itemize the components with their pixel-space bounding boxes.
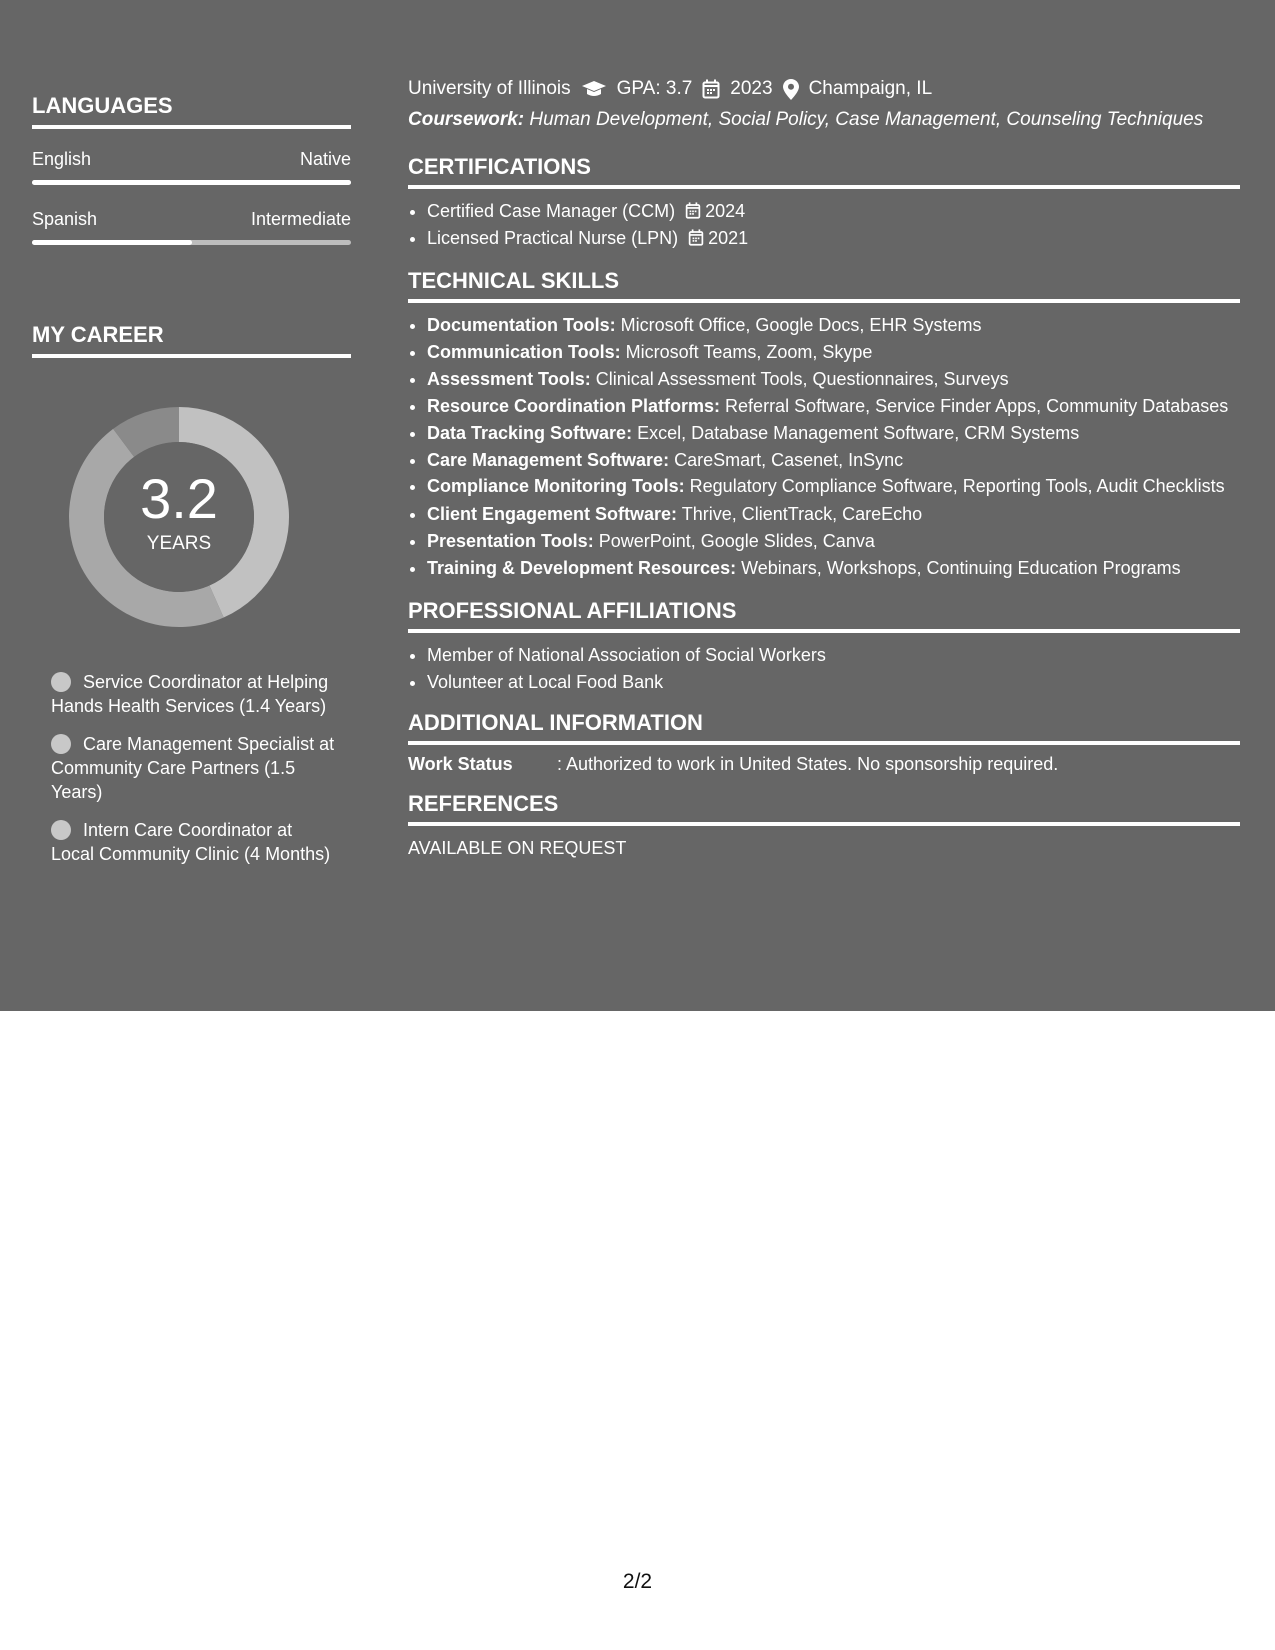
skill-label: Communication Tools:	[427, 342, 621, 362]
skill-value: Thrive, ClientTrack, CareEcho	[677, 504, 923, 524]
skill-value: CareSmart, Casenet, InSync	[669, 450, 904, 470]
technical-skills-list	[408, 312, 1240, 582]
career-donut-center	[64, 402, 294, 632]
skill-item	[427, 366, 1240, 393]
additional-info-section	[408, 710, 1240, 775]
certification-year: 2021	[708, 228, 749, 248]
career-role-text: Intern Care Coordinator at Local Community Clinic (4 Months)	[51, 820, 331, 864]
education-location: Champaign, IL	[808, 78, 933, 99]
location-pin-icon	[783, 79, 799, 100]
skill-item	[427, 393, 1240, 420]
references-text: AVAILABLE ON REQUEST	[408, 838, 627, 858]
education-gpa: GPA: 3.7	[616, 78, 693, 99]
work-status-label: Work Status	[408, 754, 513, 774]
certification-year: 2024	[705, 201, 746, 221]
career-title: MY CAREER	[32, 322, 351, 358]
language-name: Spanish	[32, 209, 98, 229]
certifications-section	[408, 154, 1240, 252]
skill-item	[427, 339, 1240, 366]
skill-label: Training & Development Resources:	[427, 558, 737, 578]
affiliations-list	[408, 642, 1240, 696]
language-level: Intermediate	[250, 209, 351, 229]
career-role-item	[51, 670, 336, 718]
bullet-dot-icon	[51, 734, 71, 754]
skill-value: Webinars, Workshops, Continuing Education Programs	[736, 558, 1181, 578]
education-line	[408, 78, 1240, 100]
skill-label: Documentation Tools:	[427, 315, 616, 335]
skill-value: Excel, Database Management Software, CRM Systems	[632, 423, 1080, 443]
skill-label: Client Engagement Software:	[427, 504, 678, 524]
calendar-icon	[688, 229, 704, 246]
references-section	[408, 791, 1240, 859]
skill-item	[427, 501, 1240, 528]
education-coursework	[408, 108, 1240, 132]
bullet-dot-icon	[51, 672, 71, 692]
skill-item	[427, 312, 1240, 339]
certification-name: Licensed Practical Nurse (LPN)	[427, 228, 679, 248]
bullet-dot-icon	[51, 820, 71, 840]
language-level-bar	[32, 180, 351, 185]
skill-item	[427, 420, 1240, 447]
education-year: 2023	[730, 78, 773, 99]
calendar-icon	[702, 79, 720, 99]
career-total-unit: YEARS	[146, 533, 212, 554]
skill-label: Presentation Tools:	[427, 531, 594, 551]
education-school: University of Illinois	[408, 78, 571, 99]
affiliation-item: • Member of National Association of Social Workers	[427, 642, 1240, 669]
technical-skills-title: TECHNICAL SKILLS	[408, 268, 1240, 303]
skill-label: Resource Coordination Platforms:	[427, 396, 721, 416]
calendar-icon	[685, 202, 701, 219]
skill-item	[427, 555, 1240, 582]
career-role-item	[51, 818, 336, 866]
affiliation-item: • Volunteer at Local Food Bank	[427, 669, 1240, 696]
left-column	[32, 93, 351, 880]
certification-name: Certified Case Manager (CCM)	[427, 201, 676, 221]
language-item-spanish	[32, 209, 351, 245]
skill-item	[427, 447, 1240, 474]
skill-label: Data Tracking Software:	[427, 423, 633, 443]
skill-label: Compliance Monitoring Tools:	[427, 476, 685, 496]
languages-title: LANGUAGES	[32, 93, 351, 129]
skill-value: Clinical Assessment Tools, Questionnaires, Surveys	[590, 369, 1009, 389]
skill-item	[427, 474, 1240, 498]
right-column	[408, 78, 1240, 859]
work-status-row	[408, 754, 1240, 775]
page-number: 2/2	[622, 1570, 653, 1593]
technical-skills-section	[408, 268, 1240, 582]
work-status-value: : Authorized to work in United States. No sponsorship required.	[557, 754, 1059, 774]
skill-value: Microsoft Teams, Zoom, Skype	[620, 342, 873, 362]
affiliations-title: PROFESSIONAL AFFILIATIONS	[408, 598, 1240, 633]
skill-label: Care Management Software:	[427, 450, 670, 470]
certification-item	[427, 225, 1240, 252]
language-level-bar	[32, 240, 351, 245]
language-item-english	[32, 149, 351, 185]
certifications-title: CERTIFICATIONS	[408, 154, 1240, 189]
skill-item	[427, 528, 1240, 555]
skill-label: Assessment Tools:	[427, 369, 591, 389]
certifications-list	[408, 198, 1240, 252]
language-name: English	[32, 149, 92, 169]
additional-info-title: ADDITIONAL INFORMATION	[408, 710, 1240, 745]
career-donut-chart	[64, 402, 294, 632]
coursework-label: Coursework:	[408, 109, 525, 130]
affiliations-section	[408, 598, 1240, 696]
career-role-text: Service Coordinator at Helping Hands Health Services (1.4 Years)	[51, 672, 329, 716]
career-role-list	[51, 670, 336, 866]
graduation-cap-icon	[581, 80, 607, 98]
career-role-item	[51, 732, 336, 804]
language-level-fill	[32, 240, 192, 245]
language-level-fill	[32, 180, 351, 185]
career-role-text: Care Management Specialist at Community Care Partners (1.5 Years)	[51, 734, 335, 802]
references-title: REFERENCES	[408, 791, 1240, 826]
coursework-text: Human Development, Social Policy, Case Management, Counseling Techniques	[524, 109, 1204, 130]
certification-item	[427, 198, 1240, 225]
language-level: Native	[299, 149, 351, 169]
skill-value: PowerPoint, Google Slides, Canva	[593, 531, 875, 551]
career-total-years: 3.2	[140, 467, 218, 530]
skill-value: Referral Software, Service Finder Apps, Community Databases	[720, 396, 1229, 416]
skill-value: Microsoft Office, Google Docs, EHR Systems	[615, 315, 982, 335]
skill-value: Regulatory Compliance Software, Reporting Tools, Audit Checklists	[684, 476, 1225, 496]
